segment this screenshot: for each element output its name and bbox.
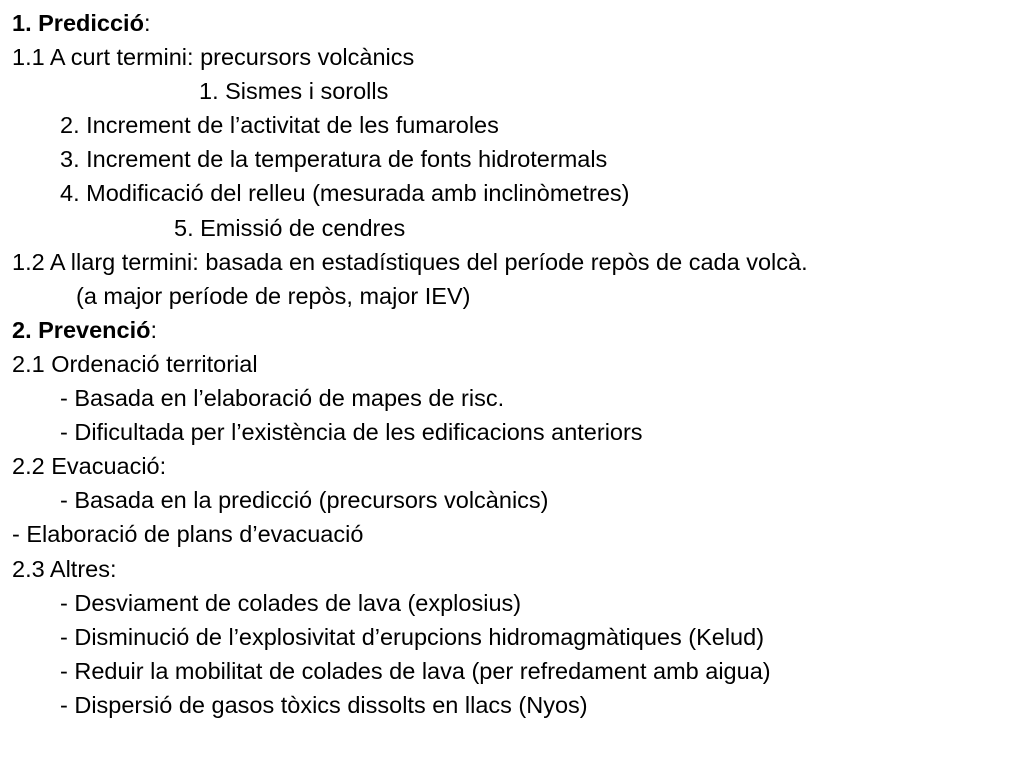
subsection-title-llarg-termini: 1.2 A llarg termini: basada en estadístiques del període repòs de cada volcà. (12, 248, 808, 275)
list-item: 2. Increment de l’activitat de les fumaroles (60, 112, 499, 139)
list-item: - Disminució de l’explosivitat d’erupcions hidromagmàtiques (Kelud) (60, 623, 765, 650)
list-item: - Basada en l’elaboració de mapes de risc. (60, 385, 505, 412)
list-item: 4. Modificació del relleu (mesurada amb inclinòmetres) (60, 180, 630, 207)
subsection-title-altres: 2.3 Altres: (12, 555, 117, 582)
heading-text: 2. Prevenció (12, 316, 151, 343)
document-body (0, 6, 1024, 722)
list-item: - Reduir la mobilitat de colades de lava (per refredament amb aigua) (60, 657, 771, 684)
list-item: - Desviament de colades de lava (explosius) (60, 589, 522, 616)
list-item: 1. Sismes i sorolls (199, 78, 389, 105)
heading-text: 1. Predicció (12, 10, 144, 36)
subsection-title-evacuacio: 2.2 Evacuació: (12, 453, 167, 480)
list-item: - Dificultada per l’existència de les edificacions anteriors (60, 419, 643, 446)
subsection-title-ordenacio: 2.1 Ordenació territorial (12, 350, 258, 377)
list-item: - Elaboració de plans d’evacuació (12, 521, 364, 548)
section-heading-prediccio (0, 6, 1024, 40)
section-heading-prevencio (0, 313, 1024, 347)
heading-colon: : (143, 10, 151, 36)
heading-colon: : (150, 316, 157, 343)
list-item: 3. Increment de la temperatura de fonts hidrotermals (60, 146, 608, 173)
subsection-title-curt-termini: 1.1 A curt termini: precursors volcànics (12, 44, 415, 71)
list-item: - Basada en la predicció (precursors volcànics) (60, 487, 549, 514)
subsection-note: (a major període de repòs, major IEV) (76, 282, 471, 309)
list-item: - Dispersió de gasos tòxics dissolts en llacs (Nyos) (60, 691, 588, 718)
list-item: 5. Emissió de cendres (174, 214, 406, 241)
